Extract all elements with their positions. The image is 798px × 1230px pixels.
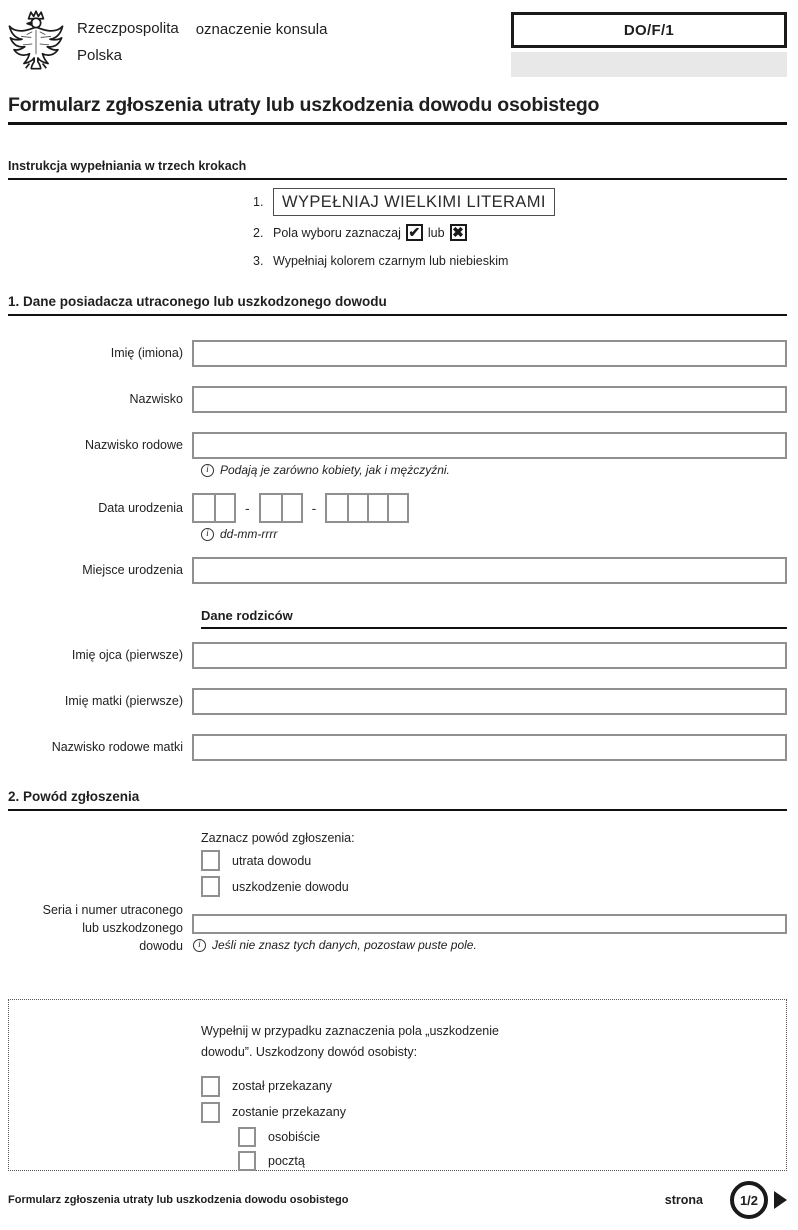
- info-icon: i: [201, 528, 214, 541]
- step1-number: 1.: [253, 195, 264, 209]
- mother-name-label: Imię matki (pierwsze): [64, 694, 183, 709]
- zostal-przekazany-label: został przekazany: [232, 1079, 333, 1094]
- damage-option-label: uszkodzenie dowodu: [232, 879, 349, 894]
- birth-date-hint-text: dd-mm-rrrr: [220, 527, 278, 541]
- day-digit-cell[interactable]: [194, 495, 214, 521]
- poczta-label: pocztą: [268, 1153, 305, 1168]
- page-word-label: strona: [664, 1193, 703, 1207]
- field-row-mother-name: [8, 688, 787, 715]
- reason-option-damage: [201, 876, 787, 897]
- document-series-hint: [193, 938, 787, 952]
- field-row-mother-family-name: [8, 734, 787, 761]
- instruction-step-1: [253, 188, 787, 216]
- year-digit-cell[interactable]: [327, 495, 347, 521]
- surname-input[interactable]: [192, 386, 787, 413]
- birth-date-label: Data urodzenia: [98, 500, 183, 515]
- instructions-heading: Instrukcja wypełniania w trzech krokach: [8, 159, 787, 180]
- family-name-hint: [201, 463, 787, 477]
- checkbox-osobiscie[interactable]: [238, 1127, 256, 1147]
- field-row-document-series: [8, 901, 787, 955]
- day-digit-cell[interactable]: [214, 495, 234, 521]
- document-series-input[interactable]: [192, 914, 787, 934]
- instructions-steps: [8, 188, 787, 268]
- checkbox-zostanie-przekazany[interactable]: [201, 1102, 220, 1123]
- checked-checkbox-icon: ✔: [406, 224, 423, 241]
- birth-date-year-boxes[interactable]: [325, 493, 409, 523]
- step3-number: 3.: [253, 254, 264, 268]
- damaged-document-box: [8, 999, 787, 1171]
- damaged-intro-line1: Wypełnij w przypadku zaznaczenia pola „uszkodzenie: [201, 1024, 499, 1039]
- date-separator: -: [311, 500, 317, 516]
- reason-option-loss: [201, 850, 787, 871]
- country-line2: Polska: [77, 47, 123, 64]
- footer: [8, 1181, 787, 1219]
- father-name-label: Imię ojca (pierwsze): [71, 648, 183, 663]
- checkbox-poczta[interactable]: [238, 1151, 256, 1171]
- document-series-input-column: [192, 901, 787, 952]
- damaged-intro-line2: dowodu”. Uszkodzony dowód osobisty:: [201, 1045, 418, 1059]
- info-icon: i: [201, 464, 214, 477]
- mother-name-input[interactable]: [192, 688, 787, 715]
- osobiscie-label: osobiście: [268, 1129, 321, 1144]
- instruction-step-3: [253, 254, 787, 268]
- form-code-column: [511, 8, 787, 77]
- year-digit-cell[interactable]: [347, 495, 367, 521]
- checkbox-zostal-przekazany[interactable]: [201, 1076, 220, 1097]
- first-name-input[interactable]: [192, 340, 787, 367]
- field-row-surname: [8, 386, 787, 413]
- header: [8, 8, 787, 78]
- report-reason-block: [201, 831, 787, 897]
- document-series-label: [8, 901, 192, 955]
- family-name-input[interactable]: [192, 432, 787, 459]
- family-name-label: Nazwisko rodowe: [85, 438, 183, 453]
- loss-option-label: utrata dowodu: [232, 853, 312, 868]
- first-name-label: Imię (imiona): [110, 346, 183, 361]
- series-label-line3: dowodu: [139, 939, 183, 954]
- birth-date-day-boxes[interactable]: [192, 493, 236, 523]
- checkbox-uszkodzenie-dowodu[interactable]: [201, 876, 220, 897]
- parents-data-heading: Dane rodziców: [201, 608, 787, 629]
- section2-heading: 2. Powód zgłoszenia: [8, 789, 787, 811]
- year-digit-cell[interactable]: [367, 495, 387, 521]
- series-label-line2: lub uszkodzonego: [82, 921, 183, 936]
- country-name: [77, 8, 179, 63]
- surname-label: Nazwisko: [129, 392, 183, 407]
- birth-date-hint: [201, 527, 787, 541]
- mother-family-name-input[interactable]: [192, 734, 787, 761]
- step2-or-text: lub: [427, 225, 445, 240]
- footer-pagination: [665, 1181, 787, 1219]
- step3-text: Wypełniaj kolorem czarnym lub niebieskim: [273, 254, 509, 268]
- field-row-first-name: [8, 340, 787, 367]
- checkbox-utrata-dowodu[interactable]: [201, 850, 220, 871]
- option-zostanie-przekazany: [201, 1102, 776, 1123]
- field-row-birth-date: [8, 493, 787, 523]
- uppercase-example-box: WYPEŁNIAJ WIELKIMI LITERAMI: [273, 188, 555, 216]
- step2-text: Pola wyboru zaznaczaj: [273, 225, 401, 240]
- country-line1: Rzeczpospolita: [77, 20, 179, 37]
- polish-eagle-icon: [8, 8, 64, 78]
- option-poczta: [238, 1151, 776, 1171]
- info-icon: i: [193, 939, 206, 952]
- damaged-box-intro: [201, 1021, 776, 1062]
- page-title: Formularz zgłoszenia utraty lub uszkodzenia dowodu osobistego: [8, 94, 787, 125]
- option-zostal-przekazany: [201, 1076, 776, 1097]
- page-number-badge: 1/2: [730, 1181, 768, 1219]
- family-name-hint-text: Podają je zarówno kobiety, jak i mężczyźni.: [220, 463, 450, 477]
- zostanie-przekazany-label: zostanie przekazany: [232, 1105, 346, 1120]
- date-separator: -: [245, 500, 250, 516]
- form-code-box: DO/F/1: [511, 12, 787, 48]
- consul-designation-label: oznaczenie konsula: [195, 21, 328, 38]
- reason-label: Zaznacz powód zgłoszenia:: [201, 831, 355, 845]
- year-digit-cell[interactable]: [387, 495, 407, 521]
- father-name-input[interactable]: [192, 642, 787, 669]
- month-digit-cell[interactable]: [261, 495, 281, 521]
- birth-place-label: Miejsce urodzenia: [82, 563, 183, 578]
- series-label-line1: Seria i numer utraconego: [42, 903, 183, 917]
- option-osobiscie: [238, 1127, 776, 1147]
- next-page-arrow-icon[interactable]: [774, 1191, 787, 1209]
- field-row-father-name: [8, 642, 787, 669]
- office-use-gray-area: [511, 52, 787, 77]
- section1-heading: 1. Dane posiadacza utraconego lub uszkodzonego dowodu: [8, 294, 787, 316]
- mother-family-name-label: Nazwisko rodowe matki: [51, 740, 183, 755]
- footer-form-title: Formularz zgłoszenia utraty lub uszkodzenia dowodu osobistego: [8, 1194, 349, 1206]
- month-digit-cell[interactable]: [281, 495, 301, 521]
- birth-date-month-boxes[interactable]: [259, 493, 303, 523]
- field-row-birth-place: [8, 557, 787, 584]
- birth-place-input[interactable]: [192, 557, 787, 584]
- document-series-hint-text: Jeśli nie znasz tych danych, pozostaw puste pole.: [212, 938, 477, 952]
- crossed-checkbox-icon: ✖: [450, 224, 467, 241]
- field-row-family-name: [8, 432, 787, 459]
- instruction-step-2: [253, 224, 787, 241]
- step2-number: 2.: [253, 225, 264, 240]
